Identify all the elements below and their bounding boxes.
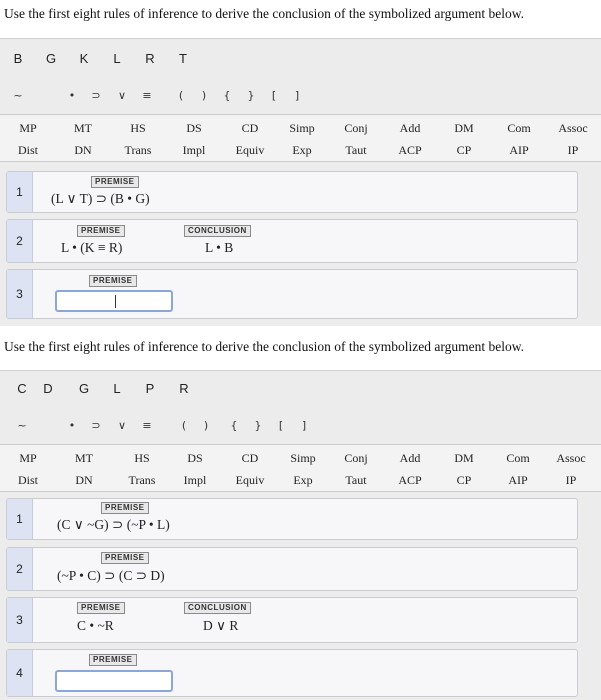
rule-button-dn[interactable]: DN	[74, 143, 92, 157]
formula-input[interactable]	[55, 670, 173, 692]
premise-formula: (C ∨ ~G) ⊃ (~P • L)	[57, 517, 170, 532]
dot-button[interactable]: •	[68, 89, 76, 102]
rule-button-trans[interactable]: Trans	[124, 143, 152, 157]
rule-button-taut[interactable]: Taut	[345, 473, 367, 487]
horseshoe-button[interactable]: ⊃	[91, 89, 101, 102]
rule-button-hs[interactable]: HS	[134, 451, 150, 465]
rule-button-mp[interactable]: MP	[19, 451, 37, 465]
horseshoe-button[interactable]: ⊃	[91, 419, 101, 432]
line-number: 2	[7, 548, 33, 590]
left-paren-button[interactable]: (	[181, 419, 187, 432]
rule-button-ip[interactable]: IP	[567, 143, 579, 157]
rule-button-aip[interactable]: AIP	[508, 473, 528, 487]
line-number: 3	[7, 598, 33, 642]
line-number: 1	[7, 172, 33, 212]
letter-button[interactable]: D	[43, 381, 53, 396]
rule-button-simp[interactable]: Simp	[289, 121, 315, 135]
premise-tag: PREMISE	[89, 654, 137, 666]
variable-letters-row	[0, 381, 601, 403]
rule-button-dm[interactable]: DM	[454, 451, 474, 465]
letter-button[interactable]: P	[145, 381, 155, 396]
premise-tag: PREMISE	[77, 225, 125, 237]
conclusion-formula: L • B	[205, 240, 234, 255]
rule-button-conj[interactable]: Conj	[344, 121, 368, 135]
operator-row	[0, 419, 601, 441]
line-number: 3	[7, 270, 33, 318]
question-text: Use the first eight rules of inference to derive the conclusion of the symbolized argument below.	[4, 6, 524, 21]
right-paren-button[interactable]: )	[201, 89, 207, 102]
rule-button-conj[interactable]: Conj	[344, 451, 368, 465]
variable-letters-row	[0, 51, 601, 73]
letter-button[interactable]: L	[113, 51, 121, 66]
proof-line[interactable]	[6, 649, 578, 697]
premise-tag: PREMISE	[101, 552, 149, 564]
rule-button-ip[interactable]: IP	[565, 473, 577, 487]
conclusion-tag: CONCLUSION	[184, 225, 251, 237]
right-brace-button[interactable]: }	[247, 89, 255, 102]
rule-button-equiv[interactable]: Equiv	[235, 473, 265, 487]
rule-button-simp[interactable]: Simp	[290, 451, 316, 465]
proof-line[interactable]	[6, 171, 578, 213]
letter-button[interactable]: K	[79, 51, 89, 66]
right-brace-button[interactable]: }	[254, 419, 262, 432]
left-paren-button[interactable]: (	[178, 89, 184, 102]
operator-row	[0, 89, 601, 111]
letter-button[interactable]: C	[17, 381, 27, 396]
rule-button-cd[interactable]: CD	[241, 451, 259, 465]
proof-panel	[0, 370, 601, 700]
rule-button-trans[interactable]: Trans	[128, 473, 156, 487]
proof-line[interactable]	[6, 269, 578, 319]
rule-button-dist[interactable]: Dist	[17, 143, 38, 157]
premise-formula: L • (K ≡ R)	[61, 240, 123, 255]
rule-button-exp[interactable]: Exp	[292, 143, 312, 157]
line-number: 4	[7, 650, 33, 696]
tilde-button[interactable]: ~	[13, 89, 23, 102]
rule-button-mt[interactable]: MT	[74, 121, 92, 135]
text-cursor	[115, 295, 116, 308]
proof-panel	[0, 38, 601, 326]
dot-button[interactable]: •	[68, 419, 76, 432]
premise-tag: PREMISE	[77, 602, 125, 614]
proof-line[interactable]	[6, 219, 578, 263]
premise-tag: PREMISE	[89, 275, 137, 287]
rule-button-add[interactable]: Add	[399, 121, 421, 135]
rule-button-dm[interactable]: DM	[454, 121, 474, 135]
question-text: Use the first eight rules of inference to derive the conclusion of the symbolized argument below.	[4, 339, 524, 354]
rule-button-cp[interactable]: CP	[456, 473, 472, 487]
rule-button-hs[interactable]: HS	[130, 121, 146, 135]
triple-bar-button[interactable]: ≡	[142, 419, 152, 432]
premise-tag: PREMISE	[101, 502, 149, 514]
rule-button-cp[interactable]: CP	[456, 143, 472, 157]
rule-button-ds[interactable]: DS	[186, 121, 202, 135]
line-number: 1	[7, 499, 33, 539]
triple-bar-button[interactable]: ≡	[142, 89, 152, 102]
tilde-button[interactable]: ~	[17, 419, 27, 432]
line-number: 2	[7, 220, 33, 262]
wedge-button[interactable]: ∨	[117, 419, 127, 432]
rule-button-acp[interactable]: ACP	[398, 473, 422, 487]
rule-button-dist[interactable]: Dist	[17, 473, 38, 487]
premise-formula: (L ∨ T) ⊃ (B • G)	[51, 191, 150, 206]
formula-input[interactable]	[55, 290, 173, 312]
rule-button-acp[interactable]: ACP	[398, 143, 422, 157]
rules-panel	[0, 114, 601, 162]
letter-button[interactable]: G	[45, 51, 57, 66]
rule-button-aip[interactable]: AIP	[509, 143, 529, 157]
rule-button-impl[interactable]: Impl	[183, 473, 207, 487]
rule-button-ds[interactable]: DS	[187, 451, 203, 465]
left-bracket-button[interactable]: [	[271, 89, 277, 102]
letter-button[interactable]: G	[78, 381, 90, 396]
left-brace-button[interactable]: {	[223, 89, 231, 102]
rule-button-com[interactable]: Com	[507, 121, 531, 135]
premise-formula: (~P • C) ⊃ (C ⊃ D)	[57, 568, 165, 583]
rule-button-add[interactable]: Add	[399, 451, 421, 465]
wedge-button[interactable]: ∨	[117, 89, 127, 102]
rule-button-impl[interactable]: Impl	[182, 143, 206, 157]
right-paren-button[interactable]: )	[203, 419, 209, 432]
letter-button[interactable]: L	[113, 381, 121, 396]
letter-button[interactable]: R	[145, 51, 155, 66]
right-bracket-button[interactable]: ]	[294, 89, 300, 102]
rule-button-mp[interactable]: MP	[19, 121, 37, 135]
conclusion-tag: CONCLUSION	[184, 602, 251, 614]
rule-button-equiv[interactable]: Equiv	[235, 143, 265, 157]
rule-button-mt[interactable]: MT	[75, 451, 93, 465]
left-brace-button[interactable]: {	[230, 419, 238, 432]
rule-button-assoc[interactable]: Assoc	[556, 451, 586, 465]
proof-line[interactable]	[6, 597, 578, 643]
conclusion-formula: D ∨ R	[203, 618, 239, 633]
rule-button-cd[interactable]: CD	[241, 121, 259, 135]
letter-button[interactable]: R	[179, 381, 189, 396]
letter-button[interactable]: T	[179, 51, 187, 66]
right-bracket-button[interactable]: ]	[301, 419, 307, 432]
premise-formula: C • ~R	[77, 618, 114, 633]
rule-button-com[interactable]: Com	[506, 451, 530, 465]
rule-button-taut[interactable]: Taut	[345, 143, 367, 157]
proof-line[interactable]	[6, 547, 578, 591]
rule-button-exp[interactable]: Exp	[293, 473, 313, 487]
premise-tag: PREMISE	[91, 176, 139, 188]
letter-button[interactable]: B	[13, 51, 23, 66]
left-bracket-button[interactable]: [	[278, 419, 284, 432]
rule-button-assoc[interactable]: Assoc	[558, 121, 588, 135]
proof-line[interactable]	[6, 498, 578, 540]
rules-panel	[0, 444, 601, 492]
rule-button-dn[interactable]: DN	[75, 473, 93, 487]
